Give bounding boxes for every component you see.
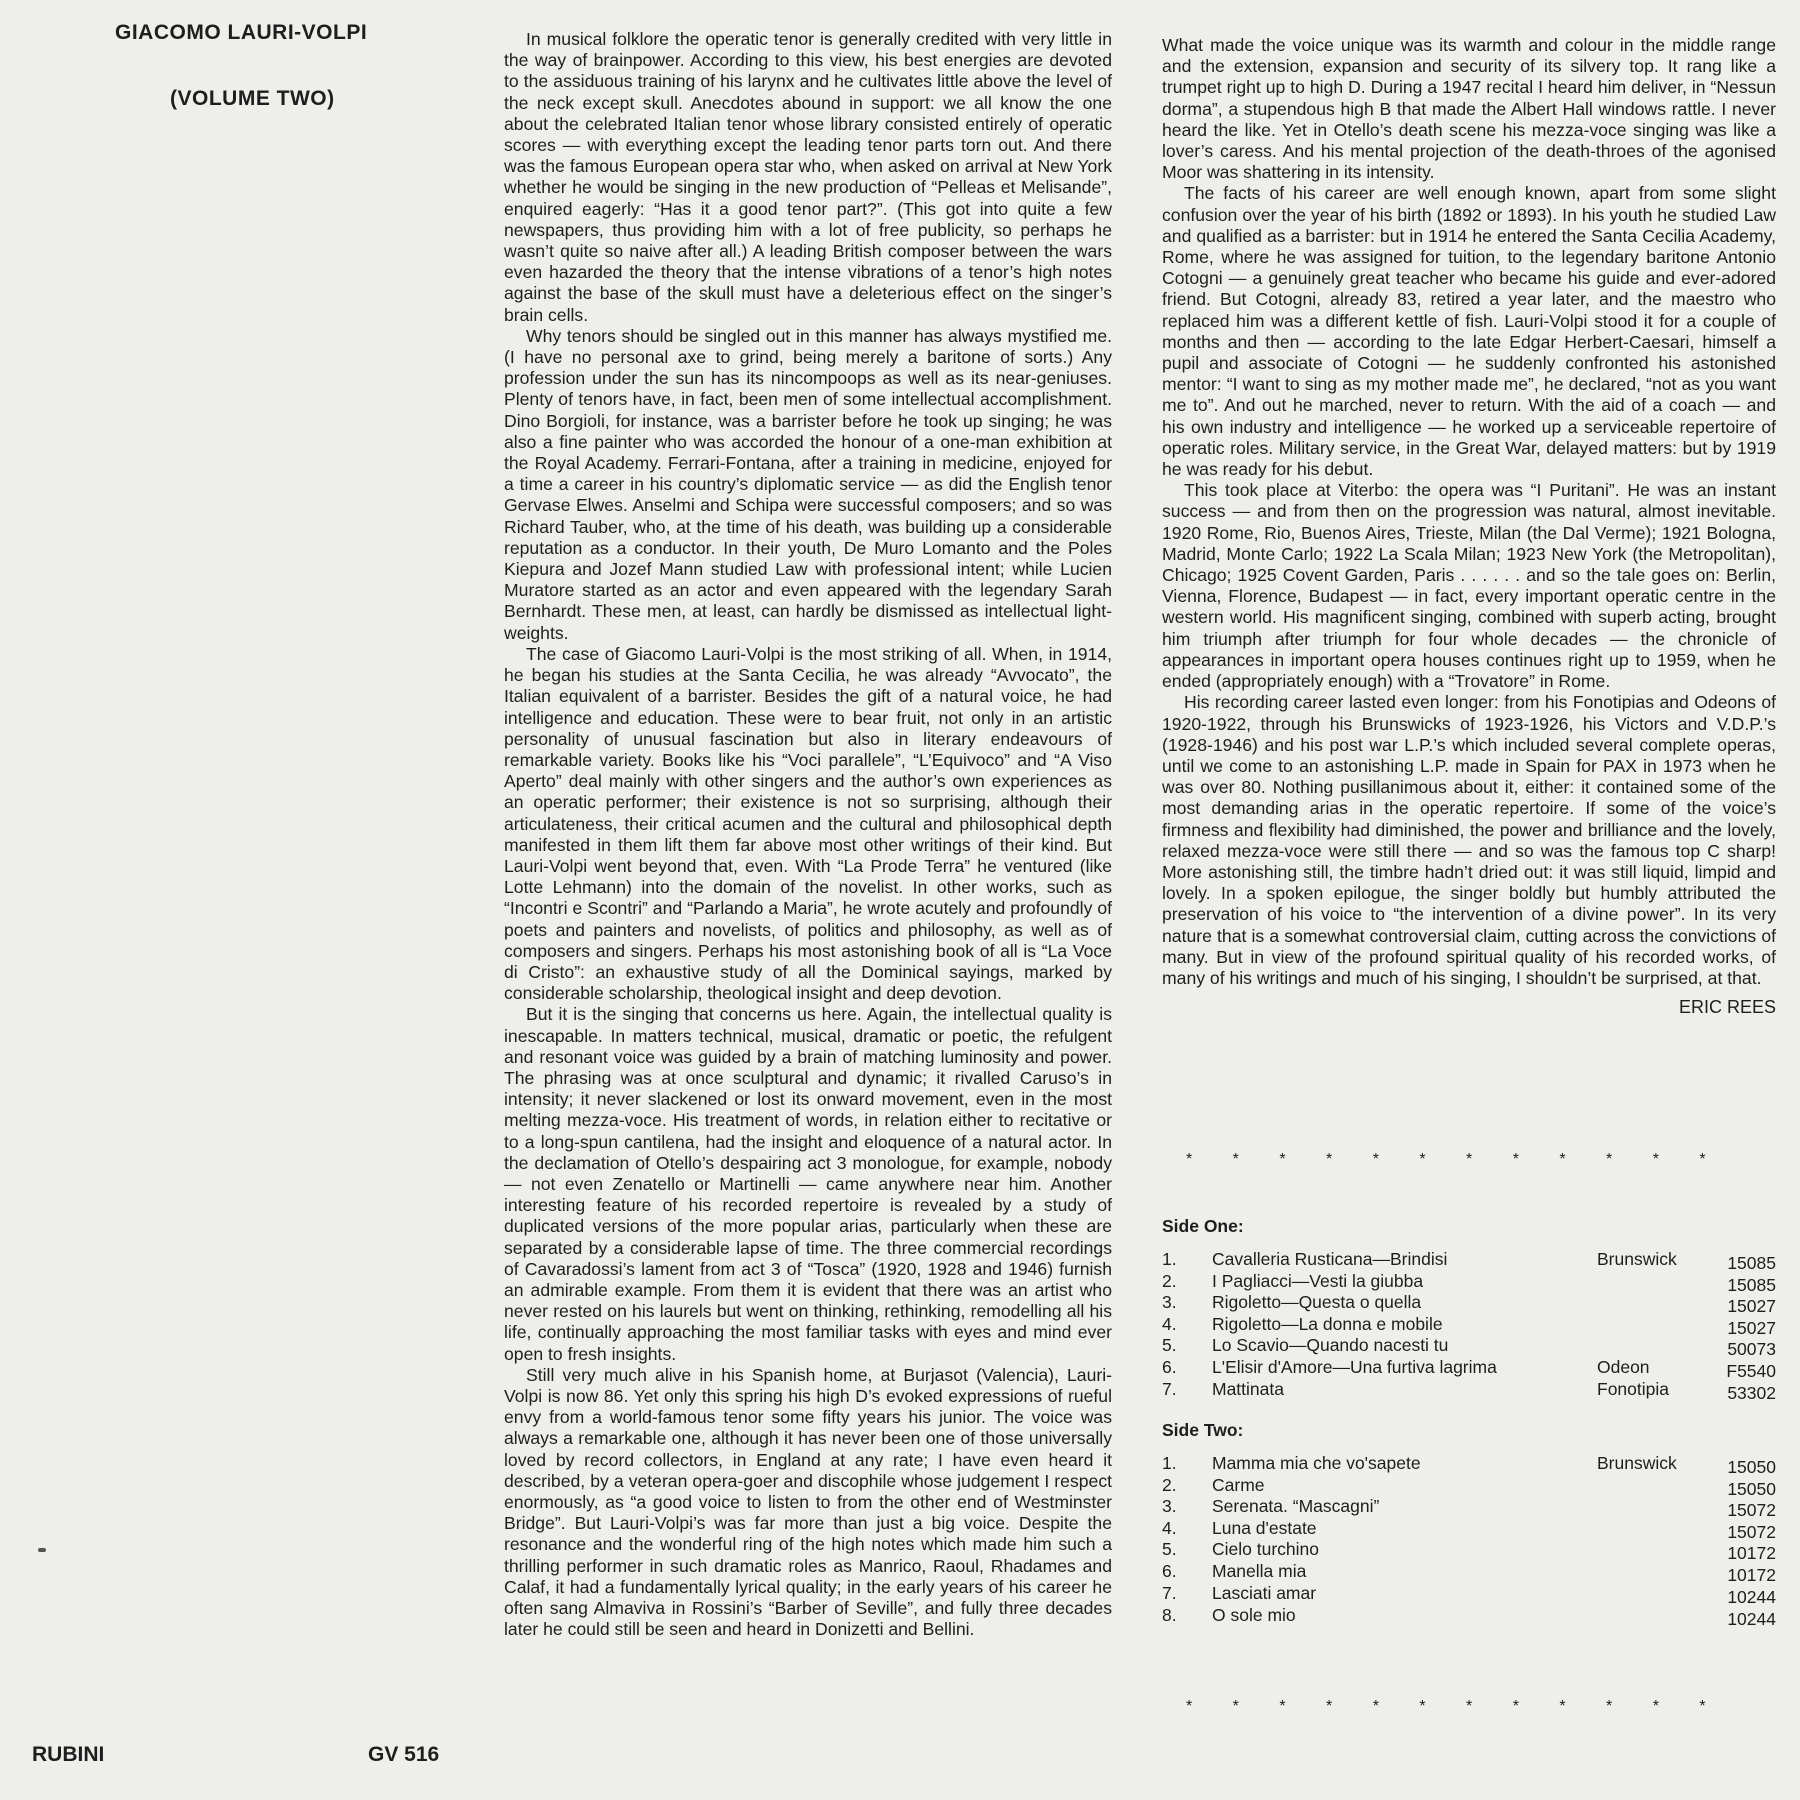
separator-stars-bottom bbox=[1186, 1698, 1766, 1716]
track-number: 2. bbox=[1162, 1475, 1177, 1495]
track-catalog: 10172 bbox=[1727, 1543, 1776, 1563]
track-number: 6. bbox=[1162, 1561, 1177, 1581]
track-title: Luna d'estate bbox=[1212, 1518, 1317, 1538]
track-title: Mattinata bbox=[1212, 1379, 1284, 1399]
track-number: 3. bbox=[1162, 1496, 1177, 1516]
track-title: Manella mia bbox=[1212, 1561, 1307, 1581]
track-catalog: F5540 bbox=[1726, 1361, 1776, 1381]
separator-text: * * * * * * * * * * * * bbox=[1186, 1698, 1706, 1715]
track-catalog: 53302 bbox=[1727, 1383, 1776, 1403]
track-title: O sole mio bbox=[1212, 1605, 1296, 1625]
track-number: 4. bbox=[1162, 1314, 1177, 1334]
track-row bbox=[1162, 1379, 1776, 1401]
track-title: Carme bbox=[1212, 1475, 1265, 1495]
paragraph: This took place at Viterbo: the opera was “I Puritani”. He was an instant success — and from then on the progression was natural, almost inevitable. 1920 Rome, Rio, Buenos Aires, Trieste, Milan (the Dal Verme); 1921 Bologna, Madrid, Monte Carlo; 1922 La Scala Milan; 1923 New York (the Metropolitan), Chicago; 1925 Covent Garden, Paris . . . . . . and so the tale goes on: Berlin, Vienna, Florence, Budapest — in fact, every important operatic centre in the western world. His magnificent singing, combined with superb acting, brought him triumph after triumph for four whole decades — the chronicle of appearances in important opera houses continues right up to 1959, when he ended (appropriately enough) with a “Trovatore” in Rome. bbox=[1162, 480, 1776, 692]
side-two-heading: Side Two: bbox=[1162, 1420, 1244, 1440]
paragraph: The facts of his career are well enough known, apart from some slight confusion over the year of his birth (1892 or 1893). In his youth he studied Law and qualified as a barrister: but in 1914 he entered the Santa Cecilia Academy, Rome, where he was assigned for tuition, to the legendary baritone Antonio Cotogni — a genuinely great teacher who became his guide and ever-adored friend. But Cotogni, already 83, retired a year later, and the maestro who replaced him was a different kettle of fish. Lauri-Volpi stood it for a couple of months and then — according to the late Edgar Herbert-Caesari, himself a pupil and associate of Cotogni — he suddenly confronted his astonished mentor: “I want to sing as my mother made me”, he declared, “not as you want me to”. And out he marched, never to return. With the aid of a coach — and his own industry and intelligence — he worked up a serviceable repertoire of operatic roles. Military service, in the Great War, delayed matters: but by 1919 he was ready for his debut. bbox=[1162, 183, 1776, 480]
track-title: L'Elisir d'Amore—Una furtiva lagrima bbox=[1212, 1357, 1497, 1377]
track-catalog: 15085 bbox=[1727, 1253, 1776, 1273]
track-label: Brunswick bbox=[1597, 1249, 1677, 1269]
track-number: 6. bbox=[1162, 1357, 1177, 1377]
volume-subtitle: (VOLUME TWO) bbox=[170, 87, 335, 110]
track-catalog: 15027 bbox=[1727, 1296, 1776, 1316]
artist-title: GIACOMO LAURI-VOLPI bbox=[115, 21, 368, 44]
track-number: 1. bbox=[1162, 1453, 1177, 1473]
track-label: Fonotipia bbox=[1597, 1379, 1669, 1399]
track-title: Rigoletto—Questa o quella bbox=[1212, 1292, 1422, 1312]
track-number: 4. bbox=[1162, 1518, 1177, 1538]
track-row bbox=[1162, 1292, 1776, 1314]
track-number: 2. bbox=[1162, 1271, 1177, 1291]
track-row bbox=[1162, 1357, 1776, 1379]
paragraph: But it is the singing that concerns us here. Again, the intellectual quality is inescapable. In matters technical, musical, dramatic or poetic, the refulgent and resonant voice was guided by a brain of matching luminosity and power. The phrasing was at once sculptural and dynamic; it rivalled Caruso’s in intensity; it never slackened or lost its onward movement, even in the most melting mezza-voce. His treatment of words, in relation either to recitative or to a long-spun cantilena, had the insight and eloquence of a natural actor. In the declamation of Otello’s despairing act 3 monologue, for example, nobody — not even Zenatello or Martinelli — came anywhere near him. Another interesting feature of his recorded repertoire is revealed by a study of duplicated versions of the more popular arias, particularly when these are separated by a considerable lapse of time. The three commercial recordings of Cavaradossi’s lament from act 3 of “Tosca” (1920, 1928 and 1946) furnish an admirable example. From them it is evident that there was an artist who never rested on his laurels but went on thinking, rethinking, remodelling all his life, continually approaching the most familiar tasks with eyes and mind ever open to fresh insights. bbox=[504, 1004, 1112, 1364]
track-catalog: 10244 bbox=[1727, 1609, 1776, 1629]
paragraph: What made the voice unique was its warmth and colour in the middle range and the extension, expansion and security of its silvery top. It rang like a trumpet right up to high D. During a 1947 recital I heard him deliver, in “Nessun dorma”, a stupendous high B that made the Albert Hall windows rattle. I never heard the like. Yet in Otello’s death scene his mezza-voce singing was like a lover’s caress. And his mental projection of the death-throes of the agonised Moor was shattering in its intensity. bbox=[1162, 35, 1776, 183]
track-title: Cavalleria Rusticana—Brindisi bbox=[1212, 1249, 1448, 1269]
track-title: Cielo turchino bbox=[1212, 1539, 1319, 1559]
paragraph: The case of Giacomo Lauri-Volpi is the most striking of all. When, in 1914, he began his studies at the Santa Cecilia, he was already “Avvocato”, the Italian equivalent of a barrister. Besides the gift of a natural voice, he had intelligence and education. These were to bear fruit, not only in an artistic personality of unusual fascination but also in literary endeavours of remarkable variety. Books like his “Voci parallele”, “L’Equivoco” and “A Viso Aperto” deal mainly with other singers and the author’s own experiences as an operatic performer; their existence is not so surprising, although their articulateness, their critical acumen and the cultural and philosophical depth manifested in them lift them far above most other writings of their kind. But Lauri-Volpi went beyond that, even. With “La Prode Terra” he ventured (like Lotte Lehmann) into the domain of the novelist. In other works, such as “Incontri e Scontri” and “Parlando a Maria”, he wrote acutely and profoundly of poets and painters and novelists, of politics and philosophy, as well as of composers and singers. Perhaps his most astonishing book of all is “La Voce di Cristo”: an exhaustive study of all the Dominical sayings, marked by considerable scholarship, theological insight and deep devotion. bbox=[504, 643, 1112, 1004]
track-row bbox=[1162, 1475, 1776, 1497]
track-number: 5. bbox=[1162, 1539, 1177, 1559]
track-row bbox=[1162, 1539, 1776, 1561]
track-row bbox=[1162, 1453, 1776, 1475]
catalog-number: GV 516 bbox=[368, 1743, 440, 1766]
track-catalog: 15027 bbox=[1727, 1318, 1776, 1338]
track-label: Brunswick bbox=[1597, 1453, 1677, 1473]
paragraph: Why tenors should be singled out in this manner has always mystified me. (I have no personal axe to grind, being merely a baritone of sorts.) Any profession under the sun has its nincompoops as well as its near-geniuses. Plenty of tenors have, in fact, been men of some intellectual accomplishment. Dino Borgioli, for instance, was a barrister before he took up singing; he was also a fine painter who was accorded the honour of a one-man exhibition at the Royal Academy. Ferrari-Fontana, after a training in medicine, enjoyed for a time a career in his country’s diplomatic service — as did the English tenor Gervase Elwes. Anselmi and Schipa were successful composers; and so was Richard Tauber, who, at the time of his death, was building up a considerable reputation as a conductor. In their youth, De Muro Lomanto and the Poles Kiepura and Jozef Mann studied Law with professional intent; while Lucien Muratore started as an actor and even appeared with the legendary Sarah Bernhardt. These men, at least, can hardly be dismissed as intellectual light-weights. bbox=[504, 325, 1112, 643]
separator-stars-top bbox=[1186, 1151, 1766, 1169]
track-title: Serenata. “Mascagni” bbox=[1212, 1496, 1380, 1516]
track-catalog: 10244 bbox=[1727, 1587, 1776, 1607]
track-row bbox=[1162, 1496, 1776, 1518]
track-row bbox=[1162, 1314, 1776, 1336]
track-row bbox=[1162, 1249, 1776, 1271]
paragraph: His recording career lasted even longer: from his Fonotipias and Odeons of 1920-1922, through his Brunswicks of 1923-1926, his Victors and V.D.P.’s (1928-1946) and his post war L.P.’s which included several complete operas, until we come to an astonishing L.P. made in Spain for PAX in 1973 when he was over 80. Nothing pusillanimous about it, either: it contained some of the most demanding arias in the operatic repertoire. If some of the voice’s firmness and flexibility had diminished, the power and brilliance and the lovely, relaxed mezza-voce were still there — and so was the famous top C sharp! More astonishing still, the timbre hadn’t dried out: it was still liquid, limpid and lovely. In a spoken epilogue, the singer boldly but humbly attributed the preservation of his voice to “the intervention of a divine power”. In its very nature that is a somewhat controversial claim, cutting across the convictions of many. But in view of the profound spiritual quality of his recorded works, of many of his writings and much of his singing, I shouldn’t be surprised, at that. bbox=[1162, 692, 1776, 988]
paragraph: In musical folklore the operatic tenor is generally credited with very little in the way of brainpower. According to this view, his best energies are devoted to the assiduous training of his larynx and he cultivates little above the level of the neck except skull. Anecdotes abound in support: we all know the one about the celebrated Italian tenor whose library consisted entirely of operatic scores — with everything except the leading tenor parts torn out. And there was the famous European opera star who, when asked on arrival at New York whether he would be singing in the new production of “Pelleas et Melisande”, enquired eagerly: “Has it a good tenor part?”. (This got into quite a few newspapers, thus providing him with a lot of free publicity, so perhaps he wasn’t quite so naive after all.) A leading British composer between the wars even hazarded the theory that the intense vibrations of a tenor’s high notes against the base of the skull must have a deleterious effect on the singer’s brain cells. bbox=[504, 29, 1112, 325]
record-label: RUBINI bbox=[32, 1743, 105, 1766]
track-title: I Pagliacci—Vesti la giubba bbox=[1212, 1271, 1424, 1291]
track-number: 3. bbox=[1162, 1292, 1177, 1312]
paragraph: Still very much alive in his Spanish home, at Burjasot (Valencia), Lauri-Volpi is now 86. Yet only this spring his high D’s evoked expressions of rueful envy from a world-famous tenor some fifty years his junior. The voice was always a remarkable one, although it has never been one of those universally loved by record collectors, in England at any rate; I have even heard it described, by a veteran opera-goer and discophile whose judgement I respect enormously, as “a good voice to listen to from the other end of Westminster Bridge”. But Lauri-Volpi’s was far more than just a big voice. Despite the resonance and the wonderful ring of the high notes which made him such a thrilling performer in such dramatic roles as Manrico, Raoul, Rhadames and Calaf, it had a fundamentally lyrical quality; in the early years of his career he often sang Almaviva in Rossini’s “Barber of Seville”, and fully three decades later he could still be seen and heard in Donizetti and Bellini. bbox=[504, 1364, 1112, 1640]
track-row bbox=[1162, 1605, 1776, 1627]
track-catalog: 15085 bbox=[1727, 1275, 1776, 1295]
track-catalog: 10172 bbox=[1727, 1565, 1776, 1585]
track-catalog: 50073 bbox=[1727, 1339, 1776, 1359]
author-signature: ERIC REES bbox=[1678, 997, 1776, 1018]
track-catalog: 15072 bbox=[1727, 1522, 1776, 1542]
track-catalog: 15050 bbox=[1727, 1479, 1776, 1499]
track-number: 7. bbox=[1162, 1583, 1177, 1603]
liner-notes-column-1 bbox=[504, 29, 1112, 1640]
track-row bbox=[1162, 1583, 1776, 1605]
track-title: Lo Scavio—Quando nacesti tu bbox=[1212, 1335, 1449, 1355]
track-title: Mamma mia che vo'sapete bbox=[1212, 1453, 1421, 1473]
track-title: Lasciati amar bbox=[1212, 1583, 1317, 1603]
side-one-heading: Side One: bbox=[1162, 1216, 1244, 1236]
separator-text: * * * * * * * * * * * * bbox=[1186, 1151, 1706, 1168]
track-row bbox=[1162, 1518, 1776, 1540]
track-row bbox=[1162, 1561, 1776, 1583]
track-label: Odeon bbox=[1597, 1357, 1650, 1377]
track-row bbox=[1162, 1335, 1776, 1357]
track-title: Rigoletto—La donna e mobile bbox=[1212, 1314, 1443, 1334]
track-number: 8. bbox=[1162, 1605, 1177, 1625]
speck bbox=[38, 1548, 46, 1552]
track-number: 7. bbox=[1162, 1379, 1177, 1399]
track-catalog: 15050 bbox=[1727, 1457, 1776, 1477]
liner-notes-column-2 bbox=[1162, 35, 1776, 1018]
track-number: 1. bbox=[1162, 1249, 1177, 1269]
track-row bbox=[1162, 1271, 1776, 1293]
track-number: 5. bbox=[1162, 1335, 1177, 1355]
track-catalog: 15072 bbox=[1727, 1500, 1776, 1520]
